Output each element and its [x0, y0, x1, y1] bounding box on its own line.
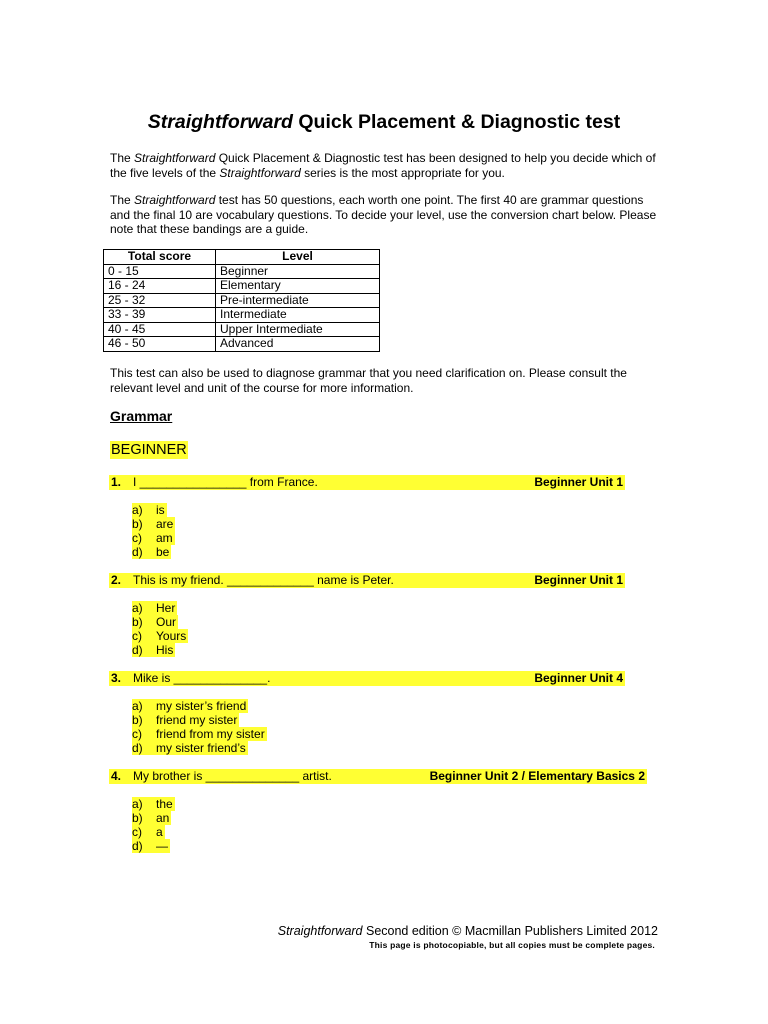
- page-title: Straightforward Quick Placement & Diagnostic test: [147, 111, 621, 133]
- photocopy-note: This page is photocopiable, but all copies must be complete pages.: [369, 940, 655, 950]
- copyright-footer: Straightforward Second edition © Macmillan Publishers Limited 2012: [277, 924, 658, 938]
- intro-paragraph-2: The Straightforward test has 50 questions, each worth one point. The first 40 are grammar questions and the final 10 are vocabulary questions. To decide your level, use the conversion chart below. Please note that these bandings are a guide.: [110, 193, 657, 236]
- question-unit: Beginner Unit 1: [534, 475, 623, 489]
- option: a) is: [132, 503, 165, 517]
- table-row: [104, 337, 380, 352]
- option: d) His: [132, 643, 174, 657]
- level-cell: Pre-intermediate: [216, 293, 380, 308]
- level-cell: Advanced: [216, 337, 380, 352]
- score-cell: 25 - 32: [104, 293, 216, 308]
- option: b) are: [132, 517, 174, 531]
- question-unit: Beginner Unit 2 / Elementary Basics 2: [429, 769, 645, 783]
- question-unit: Beginner Unit 1: [534, 573, 623, 587]
- table-header: Total score: [104, 250, 216, 265]
- level-heading: BEGINNER: [111, 442, 187, 458]
- level-cell: Elementary: [216, 279, 380, 294]
- option: b) Our: [132, 615, 177, 629]
- option: a) the: [132, 797, 173, 811]
- table-header: Level: [216, 250, 380, 265]
- intro-paragraph-3: This test can also be used to diagnose grammar that you need clarification on. Please consult the relevant level and unit of the course for more information.: [110, 366, 627, 395]
- option: d) be: [132, 545, 170, 559]
- option: b) friend my sister: [132, 713, 238, 727]
- section-heading: Grammar: [110, 408, 173, 424]
- option: c) Yours: [132, 629, 187, 643]
- table-row: [104, 279, 380, 294]
- option: c) a: [132, 825, 163, 839]
- question-number: 2.: [111, 573, 122, 587]
- option: a) Her: [132, 601, 176, 615]
- question-4: [109, 769, 647, 784]
- question-number: 1.: [111, 475, 122, 489]
- option: d) my sister friend’s: [132, 741, 246, 755]
- score-cell: 33 - 39: [104, 308, 216, 323]
- score-table: [103, 249, 380, 352]
- option: c) friend from my sister: [132, 727, 265, 741]
- intro-paragraph-1: The Straightforward Quick Placement & Diagnostic test has been designed to help you decide which of the five levels of the Straightforward series is the most appropriate for you.: [110, 151, 656, 180]
- question-text: I ________________ from France.: [133, 475, 318, 489]
- question-text: My brother is ______________ artist.: [133, 769, 332, 783]
- question-3: [109, 671, 625, 686]
- level-cell: Upper Intermediate: [216, 322, 380, 337]
- table-header-row: [104, 250, 380, 265]
- option: c) am: [132, 531, 173, 545]
- option: d) —: [132, 839, 168, 853]
- question-2: [109, 573, 625, 588]
- score-cell: 40 - 45: [104, 322, 216, 337]
- level-cell: Beginner: [216, 264, 380, 279]
- option: b) an: [132, 811, 170, 825]
- table-row: [104, 322, 380, 337]
- question-number: 3.: [111, 671, 122, 685]
- table-row: [104, 308, 380, 323]
- question-text: This is my friend. _____________ name is Peter.: [133, 573, 394, 587]
- table-row: [104, 264, 380, 279]
- question-number: 4.: [111, 769, 122, 783]
- question-text: Mike is ______________.: [133, 671, 271, 685]
- question-1: [109, 475, 625, 490]
- score-cell: 46 - 50: [104, 337, 216, 352]
- question-unit: Beginner Unit 4: [534, 671, 623, 685]
- level-cell: Intermediate: [216, 308, 380, 323]
- table-row: [104, 293, 380, 308]
- option: a) my sister’s friend: [132, 699, 247, 713]
- score-cell: 0 - 15: [104, 264, 216, 279]
- score-cell: 16 - 24: [104, 279, 216, 294]
